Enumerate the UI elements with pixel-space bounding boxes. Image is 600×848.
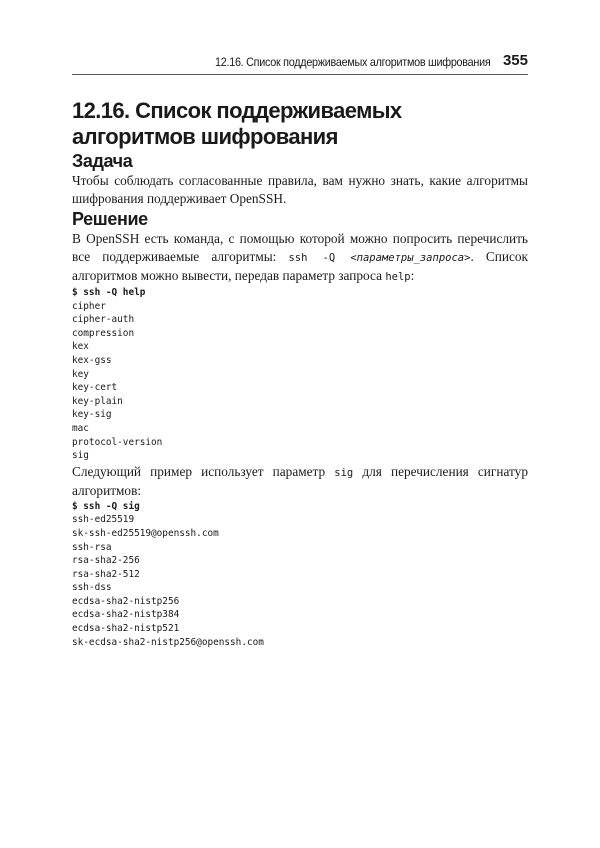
code-output-line: ecdsa-sha2-nistp256 [72,595,180,607]
code-output-line: cipher-auth [72,314,135,326]
solution-p1-text-c: : [410,268,415,283]
solution-paragraph-1 [72,230,528,286]
code-output-line: kex-gss [72,354,112,366]
code-output-line: ssh-rsa [72,541,112,553]
code-output-help [72,301,162,462]
task-heading: Задача [72,151,133,171]
code-output-line: rsa-sha2-512 [72,568,140,580]
code-output-line: sig [72,450,89,462]
inline-code-query-params: параметры_запроса [356,252,465,264]
code-output-line: key-sig [72,409,112,421]
inline-code-help: help [385,271,411,283]
inline-code-ssh-q-prefix: ssh -Q < [288,252,357,264]
code-output-line: key-plain [72,395,123,407]
code-block-help [72,286,528,463]
solution-p1-text-a: В OpenSSH есть команда, с помощью которой можно попросить перечислить все поддерживаемые алгоритмы: [72,231,528,264]
page-content [72,98,528,649]
code-output-line: rsa-sha2-256 [72,555,140,567]
section-title [72,98,528,150]
inline-code-ssh-q-suffix: > [464,252,471,264]
solution-paragraph-2 [72,463,528,500]
code-output-line: ssh-dss [72,582,112,594]
code-output-line: ecdsa-sha2-nistp384 [72,609,180,621]
code-output-line: sk-ecdsa-sha2-nistp256@openssh.com [72,636,264,648]
section-title-line2: алгоритмов шифрования [72,124,338,149]
task-paragraph: Чтобы соблюдать согласованные правила, вам нужно знать, какие алгоритмы шифрования поддерживает OpenSSH. [72,173,528,206]
code-command-help: $ ssh -Q help [72,287,146,298]
code-output-sig [72,514,264,647]
solution-p2-text-b: для перечисления сигнатур алгоритмов: [72,463,528,498]
running-title: 12.16. Список поддерживаемых алгоритмов шифрования [214,55,491,69]
code-output-line: key [72,368,89,380]
inline-code-sig: sig [334,466,354,479]
code-output-line: ssh-ed25519 [72,514,135,526]
solution-p1-text-b: . Список алгоритмов можно вывести, передав параметр запроса [72,249,528,283]
section-title-line1: 12.16. Список поддерживаемых [72,98,402,123]
solution-heading: Решение [72,209,148,229]
code-output-line: cipher [72,300,106,312]
page-number: 355 [502,52,528,69]
code-output-line: sk-ssh-ed25519@openssh.com [72,527,219,539]
code-output-line: protocol-version [72,436,163,448]
code-output-line: kex [72,341,89,353]
code-command-sig: $ ssh -Q sig [72,500,140,512]
code-output-line: compression [72,327,135,339]
code-output-line: mac [72,422,89,434]
code-block-sig [72,500,528,650]
code-output-line: key-cert [72,382,118,394]
solution-p2-text-a: Следующий пример использует параметр [72,463,335,479]
running-header [72,52,528,75]
code-output-line: ecdsa-sha2-nistp521 [72,623,180,635]
inline-code-ssh-q [288,252,470,264]
